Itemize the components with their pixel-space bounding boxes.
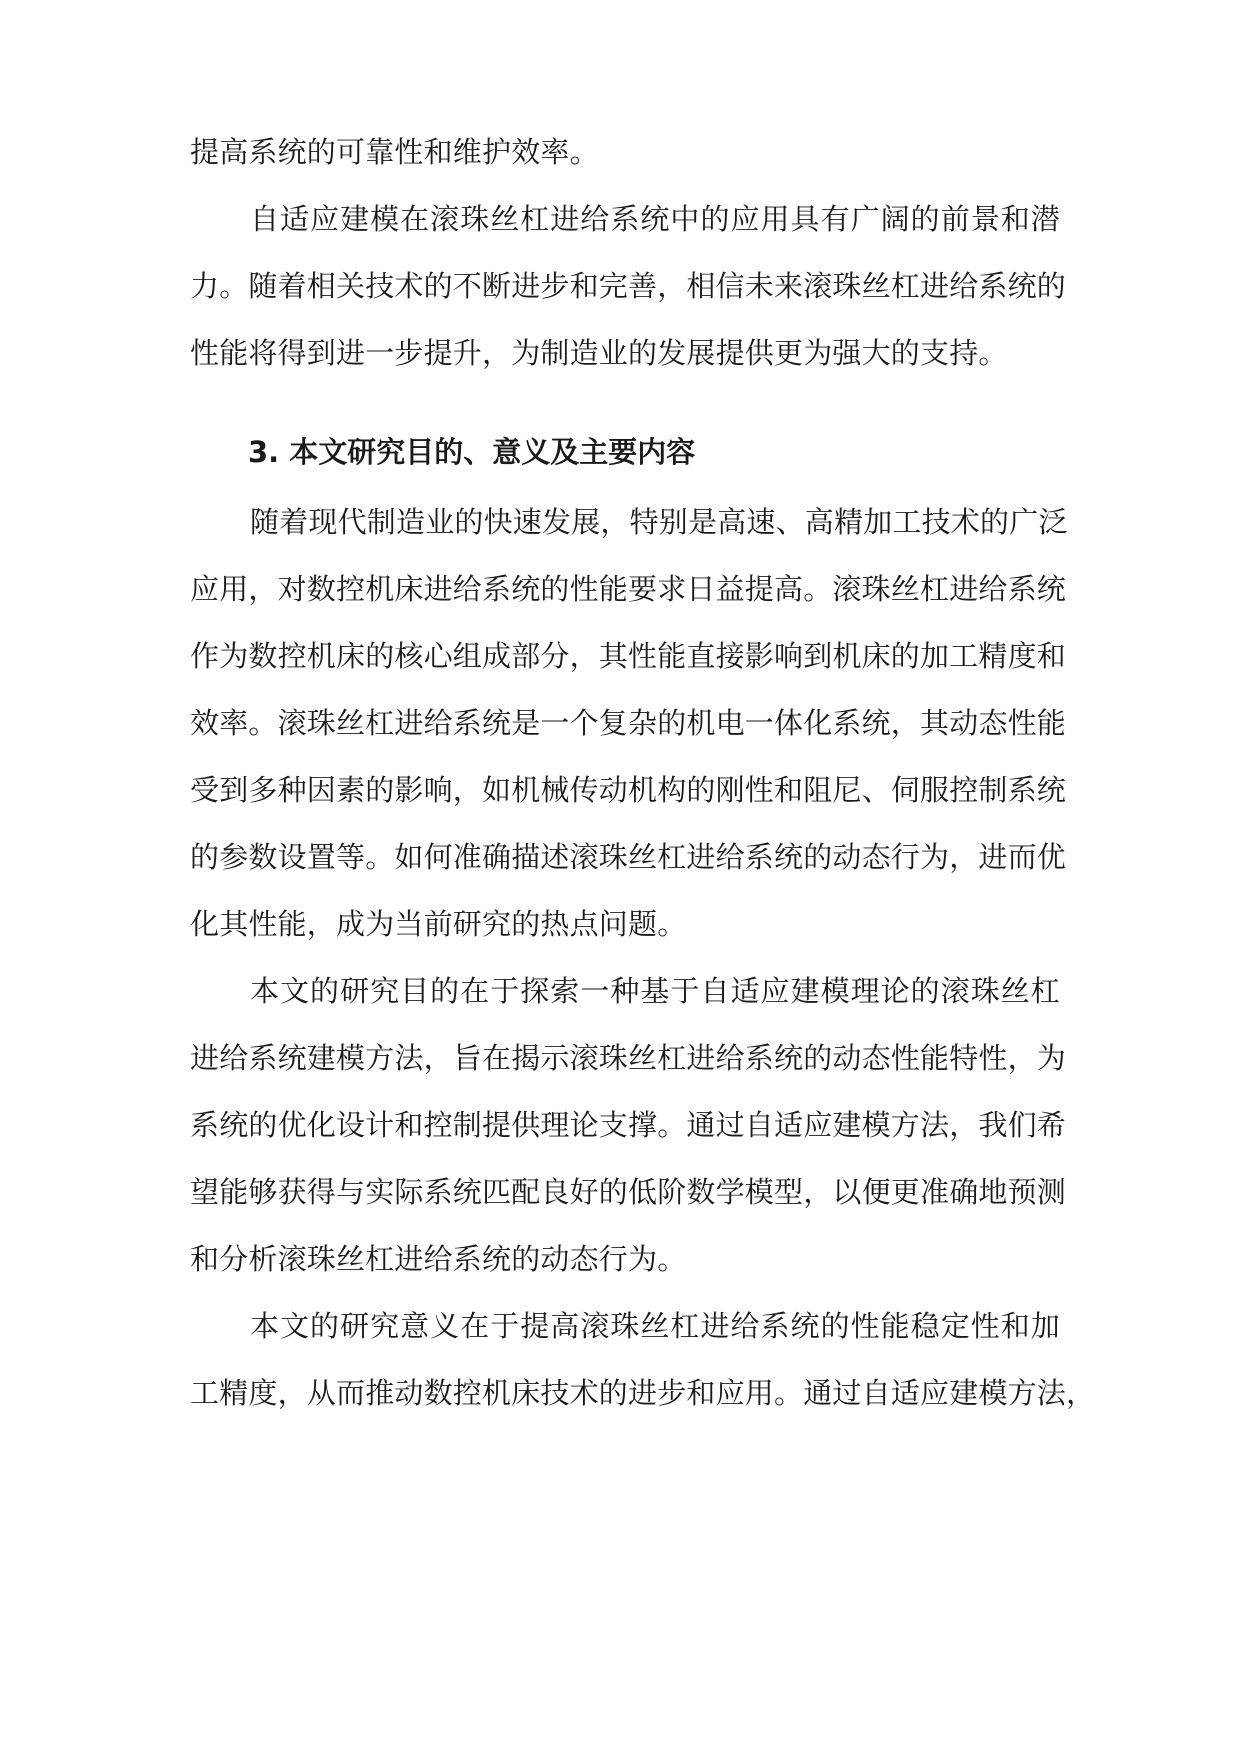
paragraph-line: 化其性能，成为当前研究的热点问题。 bbox=[190, 907, 687, 941]
paragraph-line: 力。随着相关技术的不断进步和完善，相信未来滚珠丝杠进给系统的 bbox=[190, 269, 1067, 303]
paragraph-line: 和分析滚珠丝杠进给系统的动态行为。 bbox=[190, 1242, 687, 1276]
paragraph-line: 提高系统的可靠性和维护效率。 bbox=[190, 135, 599, 169]
paragraph-line: 本文的研究意义在于提高滚珠丝杠进给系统的性能稳定性和加 bbox=[250, 1309, 1060, 1343]
paragraph-line: 效率。滚珠丝杠进给系统是一个复杂的机电一体化系统，其动态性能 bbox=[190, 706, 1067, 740]
paragraph-line: 自适应建模在滚珠丝杠进给系统中的应用具有广阔的前景和潜 bbox=[250, 202, 1060, 236]
section-heading: 3. 本文研究目的、意义及主要内容 bbox=[248, 435, 696, 469]
paragraph-line: 性能将得到进一步提升，为制造业的发展提供更为强大的支持。 bbox=[190, 336, 1008, 370]
paragraph-line: 系统的优化设计和控制提供理论支撑。通过自适应建模方法，我们希 bbox=[190, 1108, 1067, 1142]
paragraph-line: 受到多种因素的影响，如机械传动机构的刚性和阻尼、伺服控制系统 bbox=[190, 773, 1067, 807]
paragraph-line: 望能够获得与实际系统匹配良好的低阶数学模型，以便更准确地预测 bbox=[190, 1175, 1067, 1209]
paragraph-line: 随着现代制造业的快速发展，特别是高速、高精加工技术的广泛 bbox=[250, 505, 1068, 539]
paragraph-line: 的参数设置等。如何准确描述滚珠丝杠进给系统的动态行为，进而优 bbox=[190, 840, 1067, 874]
paragraph-line: 本文的研究目的在于探索一种基于自适应建模理论的滚珠丝杠 bbox=[250, 974, 1060, 1008]
paragraph-line: 应用，对数控机床进给系统的性能要求日益提高。滚珠丝杠进给系统 bbox=[190, 572, 1067, 606]
paragraph-line: 工精度，从而推动数控机床技术的进步和应用。通过自适应建模方法， bbox=[190, 1376, 1096, 1410]
paragraph-line: 作为数控机床的核心组成部分，其性能直接影响到机床的加工精度和 bbox=[190, 639, 1067, 673]
paragraph-line: 进给系统建模方法，旨在揭示滚珠丝杠进给系统的动态性能特性，为 bbox=[190, 1041, 1067, 1075]
